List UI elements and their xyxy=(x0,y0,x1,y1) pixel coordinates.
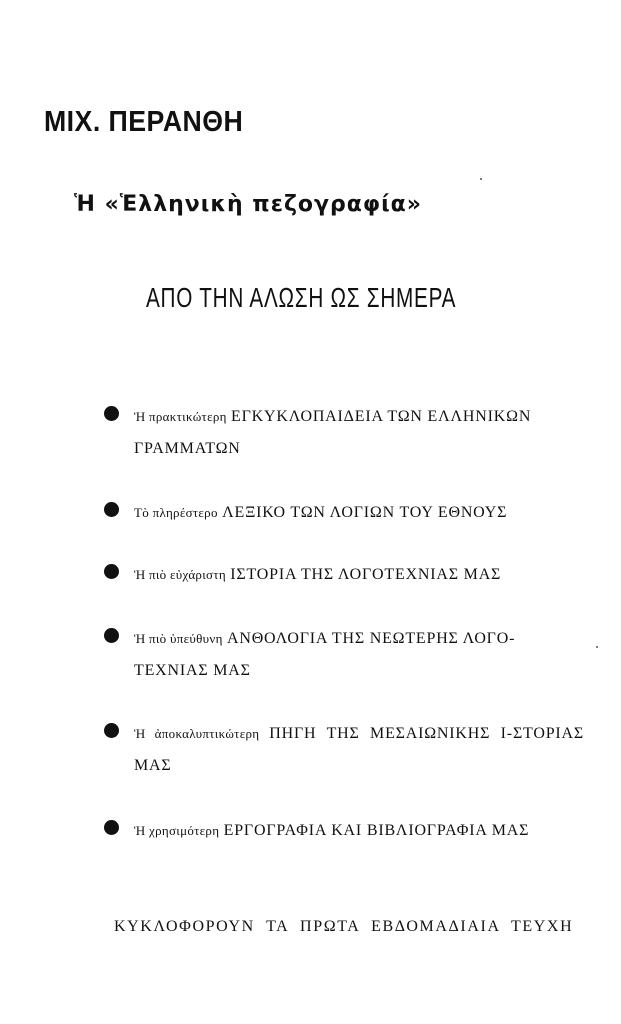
feature-caps: ΑΝΘΟΛΟΓΙΑ ΤΗΣ ΝΕΩΤΕΡΗΣ ΛΟΓΟ-ΤΕΧΝΙΑΣ ΜΑΣ xyxy=(134,630,516,679)
work-title: Ἡ «Ἑλληνικὴ πεζογραφία» xyxy=(74,192,423,217)
bullet-icon xyxy=(104,564,119,579)
feature-prefix: Ἡ χρησιμότερη xyxy=(134,823,220,838)
feature-text xyxy=(134,559,584,591)
print-speck xyxy=(596,646,598,648)
feature-text xyxy=(134,815,584,847)
author-name: ΜΙΧ. ΠΕΡΑΝΘΗ xyxy=(44,106,244,138)
feature-prefix: Τὸ πληρέστερο xyxy=(134,505,218,520)
feature-text xyxy=(134,497,584,529)
footer-notice: ΚΥΚΛΟΦΟΡΟΥΝ ΤΑ ΠΡΩΤΑ ΕΒΔΟΜΑΔΙΑΙΑ ΤΕΥΧΗ xyxy=(114,918,574,935)
bullet-icon xyxy=(104,628,119,643)
bullet-icon xyxy=(104,406,119,421)
bullet-icon xyxy=(104,723,119,738)
feature-caps: ΕΓΚΥΚΛΟΠΑΙΔΕΙΑ ΤΩΝ ΕΛΛΗΝΙΚΩΝ ΓΡΑΜΜΑΤΩΝ xyxy=(134,408,532,457)
bullet-icon xyxy=(104,820,119,835)
print-speck xyxy=(480,178,482,180)
feature-caps: ΛΕΞΙΚΟ ΤΩΝ ΛΟΓΙΩΝ ΤΟΥ ΕΘΝΟΥΣ xyxy=(222,504,508,521)
feature-caps: ΠΗΓΗ ΤΗΣ ΜΕΣΑΙΩΝΙΚΗΣ Ι-ΣΤΟΡΙΑΣ ΜΑΣ xyxy=(134,725,584,774)
feature-text xyxy=(134,623,584,687)
subtitle: ΑΠΟ ΤΗΝ ΑΛΩΣΗ ΩΣ ΣΗΜΕΡΑ xyxy=(146,282,457,313)
feature-prefix: Ἡ πρακτικώτερη xyxy=(134,409,227,424)
feature-text xyxy=(134,718,584,782)
bullet-icon xyxy=(104,502,119,517)
feature-prefix: Ἡ ἀποκαλυπτικώτερη xyxy=(134,726,260,741)
feature-caps: ΕΡΓΟΓΡΑΦΙΑ ΚΑΙ ΒΙΒΛΙΟΓΡΑΦΙΑ ΜΑΣ xyxy=(223,822,530,839)
feature-prefix: Ἡ πιὸ ὑπεύθυνη xyxy=(134,631,223,646)
feature-caps: ΙΣΤΟΡΙΑ ΤΗΣ ΛΟΓΟΤΕΧΝΙΑΣ ΜΑΣ xyxy=(230,566,502,583)
feature-prefix: Ἡ πιὸ εὐχάριστη xyxy=(134,567,226,582)
feature-text xyxy=(134,401,584,465)
